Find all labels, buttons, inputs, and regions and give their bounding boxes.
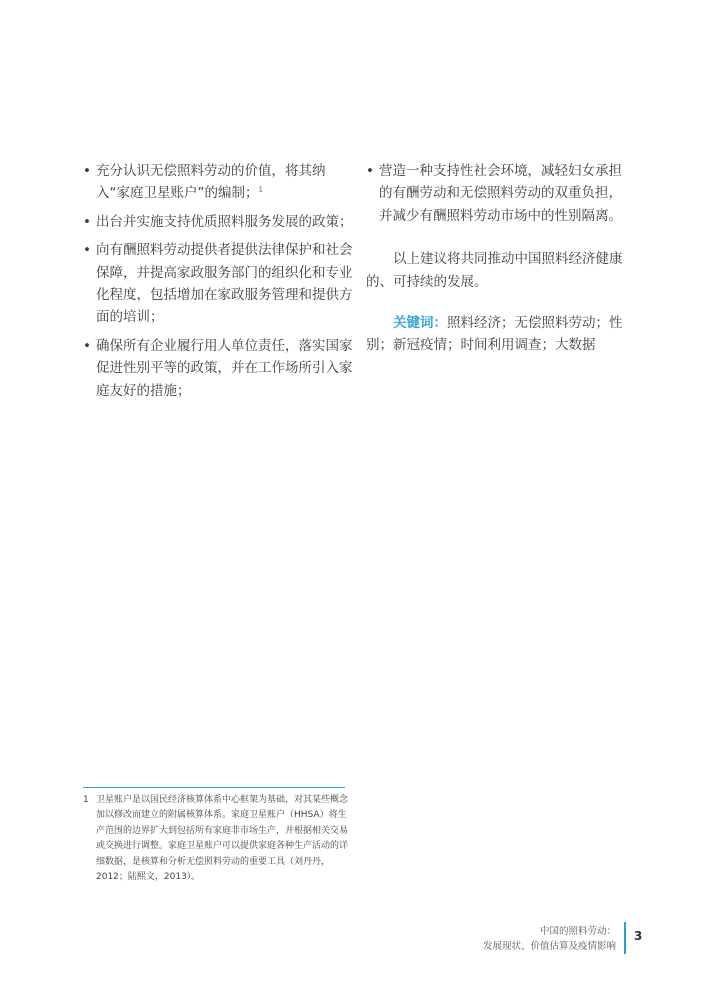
recommendation-text: 营造一种支持性社会环境，减轻妇女承担的有酬劳动和无偿照料劳动的双重负担，并减少有酬照料劳动市场中的性别隔离。 — [379, 163, 622, 224]
footnote-text: 卫星账户是以国民经济核算体系中心框架为基础，对其某些概念加以修改而建立的附属核算体系。家庭卫星账户（HHSA）将生产范围的边界扩大到包括所有家庭非市场生产，并根据相关交易或交换进行调整。家庭卫星账户可以提供家庭各种生产活动的详细数据，是核算和分析无偿照料劳动的重要工具（刘丹丹，2012；陆熙文，2013）。 — [96, 795, 349, 883]
recommendation-item — [366, 160, 628, 227]
recommendation-text: 向有酬照料劳动提供者提供法律保护和社会保障，并提高家政服务部门的组织化和专业化程度，包括增加在家政服务管理和提供方面的培训； — [96, 242, 353, 326]
recommendation-list-right — [366, 160, 628, 227]
footer-title-line1: 中国的照料劳动： — [539, 926, 616, 937]
keywords-text: 照料经济；无偿照料劳动；性别；新冠疫情；时间利用调查；大数据 — [366, 315, 623, 354]
recommendation-item — [83, 239, 353, 329]
recommendation-list-left — [83, 160, 353, 402]
bullet-glyph: • — [366, 163, 374, 179]
running-footer — [440, 924, 616, 954]
recommendation-item — [83, 211, 353, 233]
conclusion-paragraph: 以上建议将共同推动中国照料经济健康的、可持续的发展。 — [366, 251, 623, 290]
keywords-paragraph — [366, 312, 628, 357]
left-column — [83, 160, 353, 408]
footnote — [83, 793, 353, 885]
footnote-number: 1 — [83, 795, 89, 805]
footnote-divider — [83, 787, 345, 788]
bullet-glyph: • — [83, 213, 91, 230]
footnote-reference[interactable]: 1 — [258, 185, 263, 194]
bullet-glyph: • — [83, 242, 91, 259]
right-column — [366, 160, 628, 357]
keywords-label: 关键词： — [393, 315, 447, 332]
recommendation-text: 确保所有企业履行用人单位责任，落实国家促进性别平等的政策，并在工作场所引入家庭友好的措施； — [96, 337, 353, 399]
footer-divider — [624, 922, 626, 954]
recommendation-text: 充分认识无偿照料劳动的价值，将其纳入“家庭卫星账户”的编制； — [96, 163, 326, 202]
footer-title-line2: 发展现状、价值估算及疫情影响 — [482, 941, 616, 952]
recommendation-text: 出台并实施支持优质照料服务发展的政策； — [96, 213, 353, 230]
bullet-glyph: • — [83, 337, 91, 354]
recommendation-item — [83, 335, 353, 402]
page-number: 3 — [634, 929, 643, 943]
bullet-glyph: • — [83, 163, 91, 179]
recommendation-item — [83, 160, 353, 205]
